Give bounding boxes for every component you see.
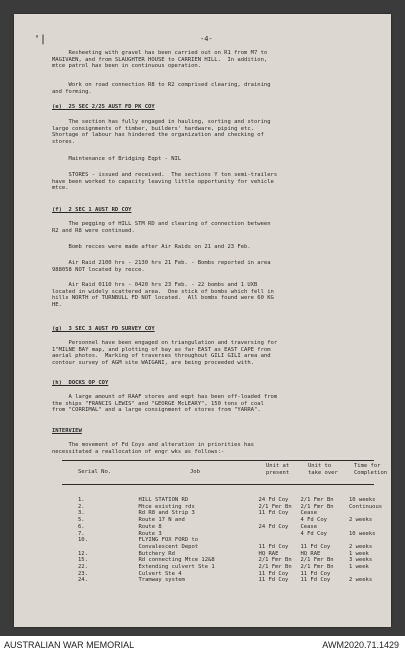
completion-cell: 2 weeks [349, 577, 373, 584]
table-row [60, 577, 391, 584]
job-cell: FLYING FOX FORD to [138, 537, 199, 544]
table-row [60, 564, 391, 571]
table-row [60, 504, 391, 511]
paragraph-interview: The movement of Fd Coys and alteration in priorities has necessitated a reallocation of engr wks as follows:- [52, 442, 254, 455]
unit-take-over-cell: 2/1 Fmr Bn [300, 557, 334, 564]
table-row [60, 510, 391, 517]
table-row [60, 537, 391, 544]
unit-present-cell: 24 Fd Coy [258, 497, 289, 503]
paragraph-g-survey: Personnel have been engaged on triangulation and traversing for 1"MILNE BAY map, and plotting of bay as far EAST as EAST CAPE from aerial photos. Marking of traverses throughout GILI GILI area and contour survey of AGM site WAIGANI, are being proceeded with. [52, 340, 278, 366]
serial-cell: 3. [78, 510, 85, 517]
unit-present-cell: 11 Fd Coy [258, 543, 289, 550]
completion-cell: Continuous [349, 503, 383, 510]
unit-take-over-cell: Cease [300, 510, 318, 517]
table-row [60, 517, 391, 524]
serial-cell: 24. [78, 577, 88, 584]
job-cell: Route 17 N and [138, 517, 185, 524]
serial-cell: 15. [78, 557, 88, 564]
unit-present-cell: 2/1 Fmr Bn [258, 557, 292, 564]
section-heading-interview: INTERVIEW [52, 428, 82, 434]
header-serial: Serial No. [78, 469, 112, 475]
unit-take-over-cell: Cease [300, 523, 318, 530]
completion-cell: 3 weeks [349, 557, 373, 564]
paragraph-e-stores: STORES - issued and received. The sections Y ton semi-trailers have been worked to capacity leaving little opportunity for vehicle mtce. [52, 172, 278, 192]
serial-cell: 1. [78, 497, 85, 503]
table-row [60, 557, 391, 564]
completion-cell: 1 week [349, 550, 369, 557]
paragraph-e-hauling: The section has fully engaged in hauling, sorting and storing large consignments of timber, builders' hardware, piping etc. Shortage of labour has hindered the organization and checking of stores. [52, 119, 271, 145]
job-cell: Route 3 [138, 530, 162, 537]
table-top-rule [62, 460, 374, 461]
job-cell: Tramway system [138, 577, 185, 584]
serial-cell: 23. [78, 570, 88, 577]
unit-present-cell: 2/1 Fmr Bn [258, 503, 292, 510]
paragraph-f-air-raid-1: Air Raid 2100 hrs - 2130 hrs 21 Feb. - Bombs reported in area 988058 NOT located by recce. [52, 260, 271, 273]
completion-cell: 1 week [349, 564, 369, 571]
unit-present-cell: 24 Fd Coy [258, 523, 289, 530]
completion-cell: 10 weeks [349, 530, 376, 537]
serial-cell: 10. [78, 537, 88, 544]
serial-cell: 12. [78, 550, 88, 557]
section-heading-e: (e) 25 SEC 2/25 AUST FD PK COY [52, 104, 155, 110]
paragraph-resheeting: Resheeting with gravel has been carried out on R1 from M7 to MAGIVAEN, and from SLAUGHTER HOUSE to CARRIEN HILL. In addition, mtce patrol has been in continuous operation. [52, 50, 268, 70]
job-cell: Extending culvert Ste 1 [138, 564, 215, 571]
paragraph-e-bridging: Maintenance of Bridging Eqpt - NIL [52, 156, 182, 162]
serial-cell: 5. [78, 517, 85, 524]
handwritten-mark: '| [34, 34, 47, 45]
table-header-rule [62, 484, 374, 485]
header-unit-take-over: Unit to take over [308, 463, 338, 476]
table-row [60, 551, 391, 558]
serial-cell: 6. [78, 523, 85, 530]
completion-cell [349, 510, 391, 517]
completion-cell: 10 weeks [349, 497, 376, 503]
table-row [60, 571, 391, 578]
unit-present-cell: 11 Fd Coy [258, 570, 289, 577]
unit-take-over-cell [301, 537, 350, 544]
unit-present-cell: 11 Fd Coy [258, 577, 289, 584]
footer-institution: AUSTRALIAN WAR MEMORIAL [4, 640, 135, 650]
unit-take-over-cell: HQ RAE [300, 550, 321, 557]
unit-take-over-cell: 2/1 Fmr Bn [300, 497, 334, 503]
footer-bar [0, 636, 405, 653]
unit-take-over-cell: 4 Fd Coy [300, 530, 327, 537]
footer-accession-number: AWM2020.71.1429 [322, 640, 399, 650]
unit-take-over-cell: 2/1 Fmr Bn [300, 564, 334, 571]
job-cell: Rd R8 and Strip 3 [138, 510, 195, 517]
unit-take-over-cell: 11 Fd Coy [300, 543, 331, 550]
job-cell: Convalescent Depot [138, 543, 199, 550]
completion-cell [349, 571, 391, 578]
table-row [60, 544, 391, 551]
job-cell: HILL STATION RD [138, 497, 189, 503]
completion-cell: 2 weeks [349, 517, 373, 524]
paragraph-f-pegging: The pegging of HILL STM RD and clearing of connection between R2 and R8 were continued. [52, 221, 271, 234]
serial-cell [60, 544, 139, 551]
table-row [60, 524, 391, 531]
unit-present-cell: HQ RAE [258, 550, 279, 557]
unit-take-over-cell: 4 Fd Coy [300, 517, 327, 524]
serial-cell: 2. [78, 503, 85, 510]
page-number: -4- [200, 35, 213, 43]
job-cell: Mtce existing rds [138, 503, 195, 510]
paragraph-f-bomb-recces: Bomb recces were made after Air Raids on 21 and 23 Feb. [52, 244, 251, 250]
unit-present-cell [259, 537, 301, 544]
unit-present-cell: 2/1 Fmr Bn [258, 564, 292, 571]
paragraph-h-docks: A large amount of RAAF stores and eqpt has been off-loaded from the ships "FRANCIS LEWIS" and "GEORGE McLEARY", 150 tons of coal from "CORRIMAL" and a large consignment of stores from "YARRA". [52, 394, 278, 414]
paragraph-road-connection: Work on road connection R8 to R2 comprised clearing, draining and forming. [52, 82, 271, 95]
unit-take-over-cell: 11 Fd Coy [300, 577, 331, 584]
completion-cell [349, 524, 391, 531]
schedule-table [60, 497, 391, 584]
table-row [60, 531, 391, 538]
paragraph-f-air-raid-2: Air Raid 0110 hrs - 0420 hrs 23 Feb. - 22 bombs and 1 UXB located in widely scattered area. One stick of bombs which fell in hills NORTH of TURNBULL FD NOT located. All bombs found were 60 KG HE. [52, 282, 274, 308]
job-cell: Butchery Rd [138, 550, 175, 557]
document-page [14, 14, 391, 627]
header-job: Job [190, 469, 200, 475]
serial-cell: 7. [78, 530, 85, 537]
section-heading-f: (f) 2 SEC 1 AUST RD COY [52, 207, 132, 213]
unit-present-cell: 11 Fd Coy [258, 510, 289, 517]
unit-take-over-cell: 11 Fd Coy [300, 570, 331, 577]
unit-take-over-cell: 2/1 Fmr Bn [300, 503, 334, 510]
section-heading-g: (g) 3 SEC 3 AUST FD SURVEY COY [52, 326, 155, 332]
header-time-completion: Time for Completion [354, 463, 388, 476]
header-unit-present: Unit at present [266, 463, 290, 476]
table-row [60, 497, 391, 504]
unit-present-cell [259, 531, 301, 538]
completion-cell: 2 weeks [349, 543, 373, 550]
job-cell: Culvert Ste 4 [138, 570, 182, 577]
serial-cell: 22. [78, 564, 88, 571]
completion-cell [349, 537, 391, 544]
job-cell: Route 8 [138, 523, 162, 530]
section-heading-h: (h) DOCKS OP COY [52, 380, 109, 386]
unit-present-cell [259, 517, 301, 524]
job-cell: Rd connecting Mtce 12&8 [138, 557, 215, 564]
